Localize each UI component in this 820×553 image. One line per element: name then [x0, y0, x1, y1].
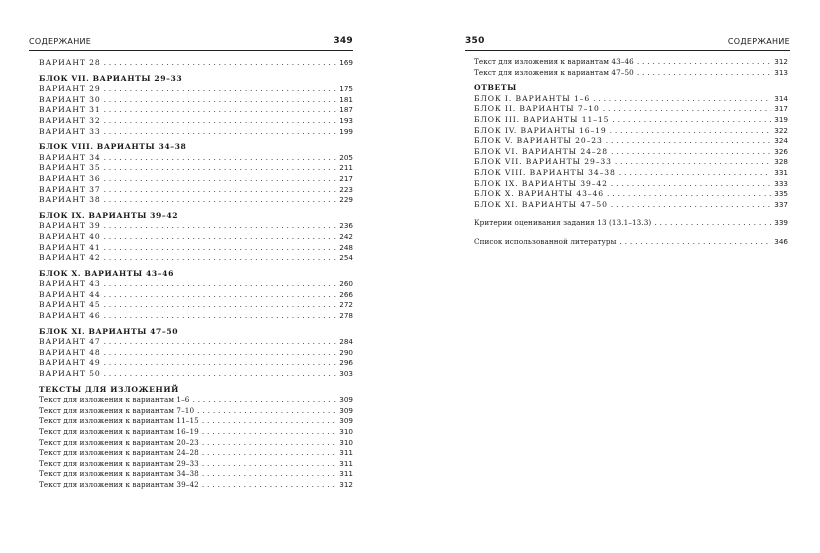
toc-entry: [39, 438, 353, 449]
dot-leader: [610, 126, 772, 137]
toc-entry: [39, 232, 353, 243]
toc-entry-label: БЛОК XI. ВАРИАНТЫ 47–50: [474, 199, 608, 209]
toc-entry: [39, 195, 353, 206]
toc-entry-page: 337: [774, 199, 788, 209]
dot-leader: [104, 153, 337, 164]
toc-entry: [39, 311, 353, 322]
toc-entry: [39, 174, 353, 185]
dot-leader: [104, 279, 337, 290]
dot-leader: [611, 179, 771, 190]
toc-entry-label: ВАРИАНТ 49: [39, 358, 101, 368]
toc-entry-page: 339: [774, 218, 788, 228]
toc-entry: [474, 200, 788, 211]
running-header-left: [29, 36, 353, 51]
toc-entry-page: 310: [339, 437, 353, 447]
toc-entry: [39, 163, 353, 174]
toc-entry-page: 254: [339, 253, 353, 263]
toc-entry-label: Текст для изложения к вариантам 16–19: [39, 427, 199, 436]
toc-entry-page: 326: [774, 146, 788, 156]
dot-leader: [202, 448, 336, 459]
toc-entry-page: 333: [774, 178, 788, 188]
dot-leader: [104, 185, 337, 196]
toc-entry-label: Текст для изложения к вариантам 24–28: [39, 448, 199, 458]
dot-leader: [104, 369, 337, 380]
dot-leader: [611, 200, 771, 211]
toc-entry-label: БЛОК X. ВАРИАНТЫ 43–46: [474, 189, 604, 199]
toc-entry-label: Текст для изложения к вариантам 43–46: [474, 57, 634, 66]
toc-entry-label: ВАРИАНТ 46: [39, 311, 101, 321]
dot-leader: [611, 147, 771, 158]
dot-leader: [202, 459, 336, 470]
toc-entry-page: 242: [339, 231, 353, 241]
toc-entry-page: 324: [774, 136, 788, 146]
block-heading: БЛОК IX. ВАРИАНТЫ 39–42: [39, 210, 179, 220]
block-heading: ТЕКСТЫ ДЛЯ ИЗЛОЖЕНИЙ: [39, 384, 179, 394]
toc-entry: [474, 68, 788, 79]
header-title: СОДЕРЖАНИЕ: [727, 37, 790, 46]
toc-entry-label: Список использованной литературы: [474, 236, 617, 246]
toc-entry: [39, 153, 353, 164]
dot-leader: [104, 84, 337, 95]
toc-entry-label: ВАРИАНТ 28: [39, 58, 101, 67]
toc-entry-page: 322: [774, 125, 788, 135]
dot-leader: [104, 116, 337, 127]
dot-leader: [104, 311, 337, 322]
toc-entry: [474, 57, 788, 68]
toc-entry-label: ВАРИАНТ 40: [39, 231, 101, 241]
toc-entry-references: [474, 237, 788, 248]
toc-entry: [474, 147, 788, 158]
toc-entry-label: БЛОК IX. ВАРИАНТЫ 39–42: [474, 178, 608, 188]
toc-entry: [39, 406, 353, 417]
toc-entry-label: ВАРИАНТ 34: [39, 152, 101, 162]
toc-entry-page: 309: [339, 405, 353, 415]
dot-leader: [104, 253, 337, 264]
toc-entry-label: БЛОК I. ВАРИАНТЫ 1–6: [474, 93, 591, 103]
toc-entry-page: 309: [339, 395, 353, 405]
toc-entry: [474, 157, 788, 168]
toc-entry-label: ВАРИАНТ 41: [39, 242, 101, 252]
toc-entry-label: ВАРИАНТ 43: [39, 279, 101, 289]
block-heading: БЛОК VII. ВАРИАНТЫ 29–33: [39, 73, 183, 83]
toc-entry-label: ВАРИАНТ 42: [39, 253, 101, 263]
dot-leader: [593, 94, 771, 105]
toc-entry-page: 309: [339, 416, 353, 426]
toc-entry-label: ВАРИАНТ 39: [39, 221, 101, 231]
toc-entry-label: ВАРИАНТ 47: [39, 337, 101, 347]
toc-entry-label: ВАРИАНТ 50: [39, 369, 101, 379]
toc-entry-criteria: [474, 218, 788, 229]
dot-leader: [612, 115, 771, 126]
toc-entry-page: 311: [339, 458, 353, 468]
toc-entry: [39, 105, 353, 116]
toc-right: [474, 57, 788, 248]
dot-leader: [202, 416, 336, 427]
toc-entry-page: 312: [774, 57, 788, 66]
toc-entry-page: 236: [339, 221, 353, 231]
toc-entry-page: 272: [339, 300, 353, 310]
dot-leader: [202, 438, 336, 449]
dot-leader: [104, 195, 337, 206]
toc-entry-page: 248: [339, 242, 353, 252]
toc-entry: [39, 127, 353, 138]
toc-entry-page: 181: [339, 94, 353, 104]
toc-entry-label: Текст для изложения к вариантам 1–6: [39, 395, 190, 405]
dot-leader: [619, 168, 772, 179]
dot-leader: [104, 358, 337, 369]
toc-entry-page: 311: [339, 448, 353, 458]
toc-entry-page: 310: [339, 427, 353, 436]
dot-leader: [606, 136, 772, 147]
toc-entry: [39, 116, 353, 127]
toc-entry-page: 312: [339, 479, 353, 489]
toc-entry: [474, 126, 788, 137]
toc-entry-page: 278: [339, 311, 353, 321]
toc-entry-page: 199: [339, 126, 353, 136]
toc-entry-page: 296: [339, 358, 353, 368]
block-heading: БЛОК X. ВАРИАНТЫ 43–46: [39, 268, 174, 278]
toc-entry-page: 319: [774, 114, 788, 124]
toc-entry-page: 314: [774, 93, 788, 103]
dot-leader: [104, 232, 337, 243]
running-header-right: [465, 36, 790, 51]
dot-leader: [104, 174, 337, 185]
toc-entry-page: 223: [339, 184, 353, 194]
toc-entry-label: ВАРИАНТ 45: [39, 300, 101, 310]
dot-leader: [637, 57, 771, 68]
toc-entry-label: ВАРИАНТ 31: [39, 105, 101, 115]
toc-entry-label: Текст для изложения к вариантам 47–50: [474, 67, 634, 77]
toc-entry-page: 311: [339, 469, 353, 479]
answers-heading: ОТВЕТЫ: [474, 83, 517, 93]
toc-entry-page: 346: [774, 236, 788, 246]
toc-entry-label: БЛОК II. ВАРИАНТЫ 7–10: [474, 104, 600, 114]
toc-entry: [39, 221, 353, 232]
toc-entry-label: БЛОК III. ВАРИАНТЫ 11–15: [474, 114, 610, 124]
toc-entry: [39, 348, 353, 359]
toc-entry-page: 303: [339, 369, 353, 379]
toc-entry: [39, 95, 353, 106]
toc-entry-page: 193: [339, 115, 353, 125]
toc-entry: [39, 469, 353, 480]
toc-left: [39, 58, 353, 491]
dot-leader: [202, 480, 336, 491]
toc-entry-label: ВАРИАНТ 35: [39, 163, 101, 173]
toc-entry-page: 187: [339, 105, 353, 115]
toc-entry-label: Текст для изложения к вариантам 7–10: [39, 405, 195, 415]
page-number: 350: [465, 36, 485, 46]
toc-entry: [474, 94, 788, 105]
dot-leader: [637, 68, 771, 79]
dot-leader: [104, 243, 337, 254]
toc-entry: [474, 104, 788, 115]
toc-entry: [39, 58, 353, 69]
toc-entry-page: 205: [339, 152, 353, 162]
toc-entry: [39, 448, 353, 459]
toc-entry: [39, 300, 353, 311]
dot-leader: [104, 300, 337, 311]
toc-entry-label: ВАРИАНТ 48: [39, 347, 101, 357]
toc-entry-label: ВАРИАНТ 37: [39, 184, 101, 194]
dot-leader: [615, 157, 771, 168]
toc-entry: [474, 179, 788, 190]
toc-entry-page: 284: [339, 337, 353, 347]
dot-leader: [607, 189, 771, 200]
toc-entry-label: ВАРИАНТ 29: [39, 84, 101, 94]
toc-entry-label: ВАРИАНТ 38: [39, 195, 101, 205]
right-page: [410, 0, 820, 553]
toc-entry-label: БЛОК VII. ВАРИАНТЫ 29–33: [474, 157, 612, 167]
toc-entry-label: Критерии оценивания задания 13 (13.1–13.3): [474, 218, 652, 228]
toc-entry: [39, 243, 353, 254]
dot-leader: [104, 95, 337, 106]
toc-entry-page: 217: [339, 173, 353, 183]
toc-entry-page: 313: [774, 67, 788, 77]
dot-leader: [619, 237, 771, 248]
page-number: 349: [333, 36, 353, 46]
toc-entry-label: Текст для изложения к вариантам 34–38: [39, 469, 199, 479]
block-heading: БЛОК VIII. ВАРИАНТЫ 34–38: [39, 142, 187, 152]
dot-leader: [104, 58, 337, 69]
block-heading: БЛОК XI. ВАРИАНТЫ 47–50: [39, 326, 179, 336]
toc-entry-label: БЛОК VI. ВАРИАНТЫ 24–28: [474, 146, 608, 156]
toc-entry-label: Текст для изложения к вариантам 20–23: [39, 437, 199, 447]
toc-entry: [474, 115, 788, 126]
toc-entry-page: 211: [339, 163, 353, 173]
dot-leader: [104, 348, 337, 359]
toc-entry-label: Текст для изложения к вариантам 29–33: [39, 458, 199, 468]
toc-entry: [39, 185, 353, 196]
toc-entry-page: 175: [339, 84, 353, 94]
dot-leader: [197, 406, 336, 417]
toc-entry-label: Текст для изложения к вариантам 39–42: [39, 479, 199, 489]
toc-entry-label: ВАРИАНТ 36: [39, 173, 101, 183]
dot-leader: [104, 221, 337, 232]
toc-entry: [39, 84, 353, 95]
toc-entry-label: БЛОК IV. ВАРИАНТЫ 16–19: [474, 125, 607, 135]
dot-leader: [104, 290, 337, 301]
toc-entry: [474, 168, 788, 179]
toc-entry-page: 335: [774, 189, 788, 199]
toc-entry: [39, 480, 353, 491]
toc-entry: [39, 369, 353, 380]
toc-entry-label: БЛОК VIII. ВАРИАНТЫ 34–38: [474, 167, 616, 177]
toc-entry: [39, 427, 353, 438]
toc-entry: [39, 337, 353, 348]
toc-entry: [39, 358, 353, 369]
toc-entry-label: ВАРИАНТ 32: [39, 115, 101, 125]
dot-leader: [654, 218, 771, 229]
toc-entry: [39, 395, 353, 406]
toc-entry: [474, 136, 788, 147]
dot-leader: [192, 395, 336, 406]
dot-leader: [202, 469, 336, 480]
toc-entry-page: 290: [339, 347, 353, 357]
toc-entry-page: 260: [339, 279, 353, 289]
toc-entry-page: 229: [339, 195, 353, 205]
dot-leader: [104, 163, 337, 174]
dot-leader: [603, 104, 772, 115]
toc-entry: [39, 253, 353, 264]
toc-entry: [39, 459, 353, 470]
toc-entry: [474, 189, 788, 200]
toc-entry-page: 266: [339, 289, 353, 299]
toc-entry: [39, 279, 353, 290]
toc-entry-page: 169: [339, 58, 353, 67]
toc-entry-page: 317: [774, 104, 788, 114]
dot-leader: [104, 337, 337, 348]
dot-leader: [104, 127, 337, 138]
toc-entry-label: ВАРИАНТ 30: [39, 94, 101, 104]
header-title: СОДЕРЖАНИЕ: [29, 37, 92, 46]
toc-entry-page: 328: [774, 157, 788, 167]
dot-leader: [202, 427, 336, 438]
toc-entry: [39, 290, 353, 301]
toc-entry-label: Текст для изложения к вариантам 11–15: [39, 416, 199, 426]
toc-entry: [39, 416, 353, 427]
toc-entry-page: 331: [774, 167, 788, 177]
toc-entry-label: БЛОК V. ВАРИАНТЫ 20–23: [474, 136, 603, 146]
dot-leader: [104, 105, 337, 116]
toc-entry-label: ВАРИАНТ 44: [39, 289, 101, 299]
toc-entry-label: ВАРИАНТ 33: [39, 126, 101, 136]
